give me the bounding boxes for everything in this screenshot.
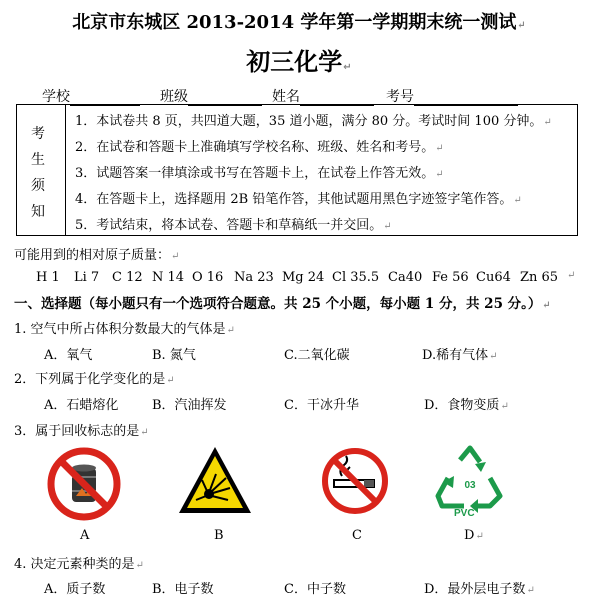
atomic-mass-item: Fe 56	[432, 270, 469, 285]
atomic-mass-item: Cl 35.5	[332, 270, 380, 285]
question-option: C．干冰升华	[284, 398, 359, 413]
atomic-mass-item: H 1	[36, 270, 60, 285]
question-option: B．汽油挥发	[152, 398, 227, 413]
atomic-mass-item: Ca40	[388, 270, 423, 285]
question-option: C．中子数	[284, 582, 346, 597]
atomic-mass-item: N 14	[152, 270, 185, 285]
notice-label: 考 生 须 知	[17, 105, 66, 235]
name-field	[272, 86, 374, 106]
name-label: 姓名	[272, 89, 300, 105]
school-field	[42, 86, 140, 106]
notice-item: 5．考试结束，将本试卷、答题卡和草稿纸一并交回。↵	[75, 218, 392, 233]
question-stem: 1. 空气中所占体积分数最大的气体是↵	[14, 322, 235, 337]
symbol-label-a: A	[80, 528, 90, 543]
no-fuel-barrel-icon	[46, 446, 122, 526]
atomic-mass-item: Li 7	[74, 270, 100, 285]
notice-item: 1．本试卷共 8 页，共四道大题，35 道小题，满分 80 分。考试时间 100 分钟。↵	[75, 114, 552, 129]
recycle-code: 03	[464, 480, 476, 491]
symbol-label-b: B	[214, 528, 224, 543]
notice-item: 4．在答题卡上，选择题用 2B 铅笔作答，其他试题用黑色字迹签字笔作答。↵	[75, 192, 522, 207]
question-option: D．食物变质↵	[424, 398, 509, 413]
school-label: 学校	[42, 89, 70, 105]
question-stem: 2．下列属于化学变化的是↵	[14, 372, 175, 387]
question-option: A．质子数	[44, 582, 106, 597]
section-title: 一、选择题（每小题只有一个选项符合题意。共 25 个小题，每小题 1 分，共 25 分。）↵	[14, 296, 551, 312]
atomic-mass-item: Cu64	[476, 270, 511, 285]
class-label: 班级	[160, 89, 188, 105]
question-option: C.二氧化碳	[284, 348, 350, 363]
recycle-material: PVC	[454, 508, 475, 519]
notice-item: 2．在试卷和答题卡上准确填写学校名称、班级、姓名和考号。↵	[75, 140, 444, 155]
notice-item: 3．试题答案一律填涂或书写在答题卡上，在试卷上作答无效。↵	[75, 166, 444, 181]
exam-number-field	[386, 86, 518, 106]
atomic-mass-item: C 12	[112, 270, 143, 285]
atomic-mass-item: Zn 65	[520, 270, 559, 285]
question-option: B．电子数	[152, 582, 214, 597]
question-option: D．最外层电子数↵	[424, 582, 535, 597]
subject-title: 初三化学↵	[246, 48, 352, 76]
atomic-mass-item: O 16	[192, 270, 224, 285]
question-option: D.稀有气体↵	[422, 348, 498, 363]
symbol-label-c: C	[352, 528, 362, 543]
question-stem: 4. 决定元素种类的是↵	[14, 557, 144, 572]
recycle-icon	[434, 444, 506, 524]
question-option: A．氧气	[44, 348, 93, 363]
atomic-mass-heading: 可能用到的相对原子质量：↵	[14, 248, 180, 263]
symbol-label-d: D↵	[464, 528, 484, 543]
question-option: A．石蜡熔化	[44, 398, 119, 413]
atomic-mass-item: Mg 24	[282, 270, 325, 285]
exam-number-label: 考号	[386, 89, 414, 105]
class-field	[160, 86, 262, 106]
question-stem: 3．属于回收标志的是↵	[14, 424, 149, 439]
exam-notice-box	[16, 104, 578, 236]
no-smoking-icon	[320, 446, 390, 520]
exam-title: 北京市东城区 2013-2014 学年第一学期期末统一测试↵	[72, 12, 526, 33]
question-option: B. 氮气	[152, 348, 196, 363]
explosive-warning-icon	[176, 444, 254, 520]
atomic-mass-item: Na 23	[234, 270, 274, 285]
